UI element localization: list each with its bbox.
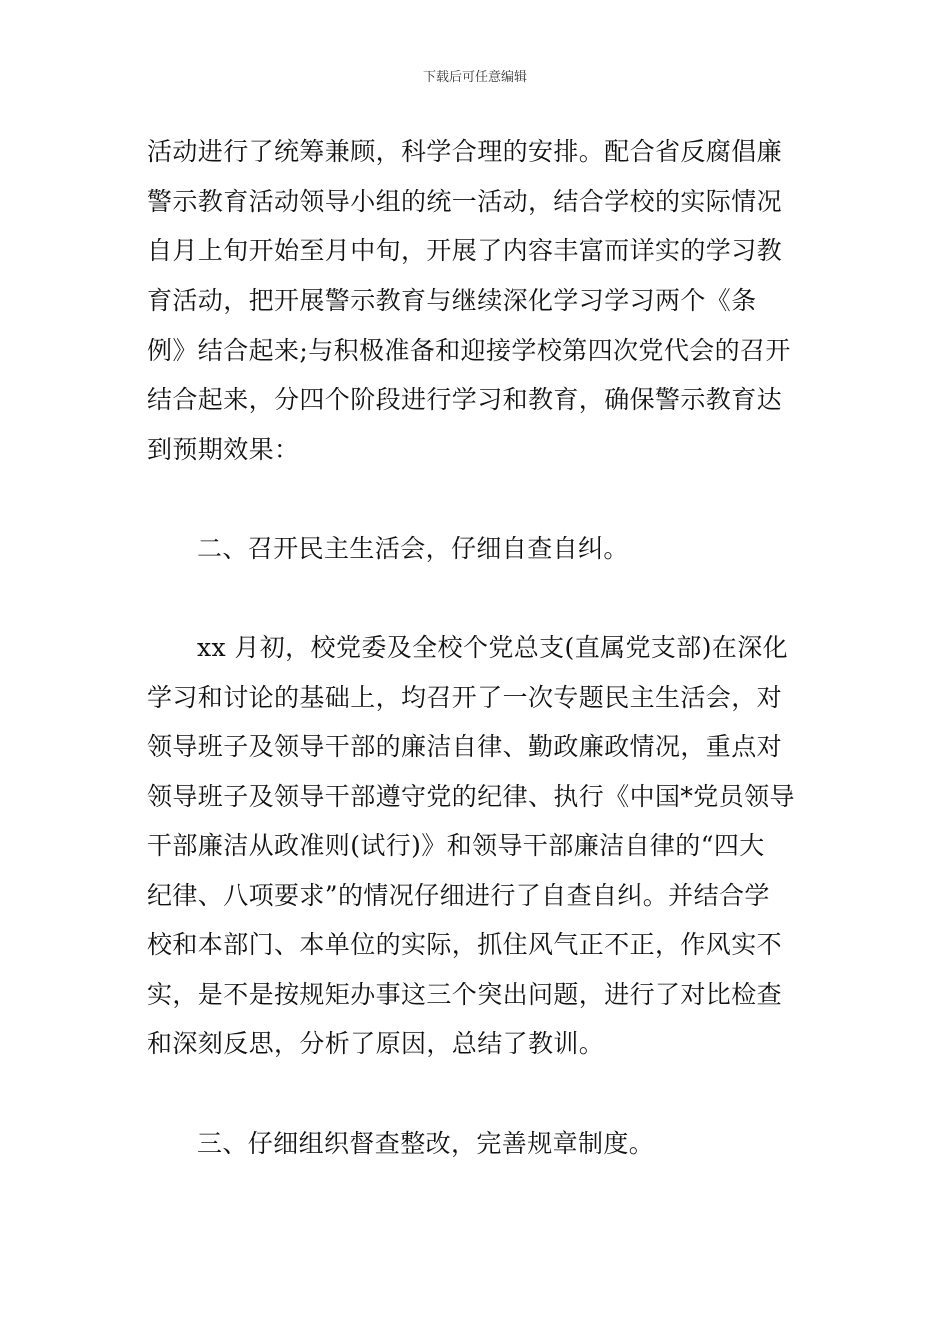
text-line: 自月上旬开始至月中旬，开展了内容丰富而详实的学习教: [147, 236, 783, 265]
text-line: 结合起来，分四个阶段进行学习和教育，确保警示教育达: [147, 385, 783, 414]
text-line: 到预期效果：: [147, 435, 300, 464]
text-line: 纪律、八项要求”的情况仔细进行了自查自纠。并结合学: [147, 881, 770, 910]
text-line: 实，是不是按规矩办事这三个突出问题，进行了对比检查: [147, 980, 783, 1009]
text-line: 学习和讨论的基础上，均召开了一次专题民主生活会，对: [147, 683, 783, 712]
text-line: xx 月初，校党委及全校个党总支(直属党支部)在深化: [197, 633, 789, 662]
text-line: 校和本部门、本单位的实际，抓住风气正不正，作风实不: [147, 930, 783, 959]
text-line: 例》结合起来;与积极准备和迎接学校第四次党代会的召开: [147, 336, 791, 365]
text-line: 和深刻反思，分析了原因，总结了教训。: [147, 1029, 605, 1058]
section-heading-2: 二、召开民主生活会，仔细自查自纠。: [197, 534, 629, 563]
text-line: 领导班子及领导干部的廉洁自律、勤政廉政情况，重点对: [147, 732, 783, 761]
text-line: 领导班子及领导干部遵守党的纪律、执行《中国*党员领导: [147, 782, 795, 811]
text-line: 活动进行了统筹兼顾，科学合理的安排。配合省反腐倡廉: [147, 137, 783, 166]
text-line: 育活动，把开展警示教育与继续深化学习学习两个《条: [147, 286, 757, 315]
section-heading-3: 三、仔细组织督查整改，完善规章制度。: [197, 1129, 655, 1158]
text-line: 干部廉洁从政准则(试行)》和领导干部廉洁自律的“四大: [147, 831, 765, 860]
header-note: 下载后可任意编辑: [422, 70, 527, 85]
text-line: 警示教育活动领导小组的统一活动，结合学校的实际情况: [147, 187, 783, 216]
